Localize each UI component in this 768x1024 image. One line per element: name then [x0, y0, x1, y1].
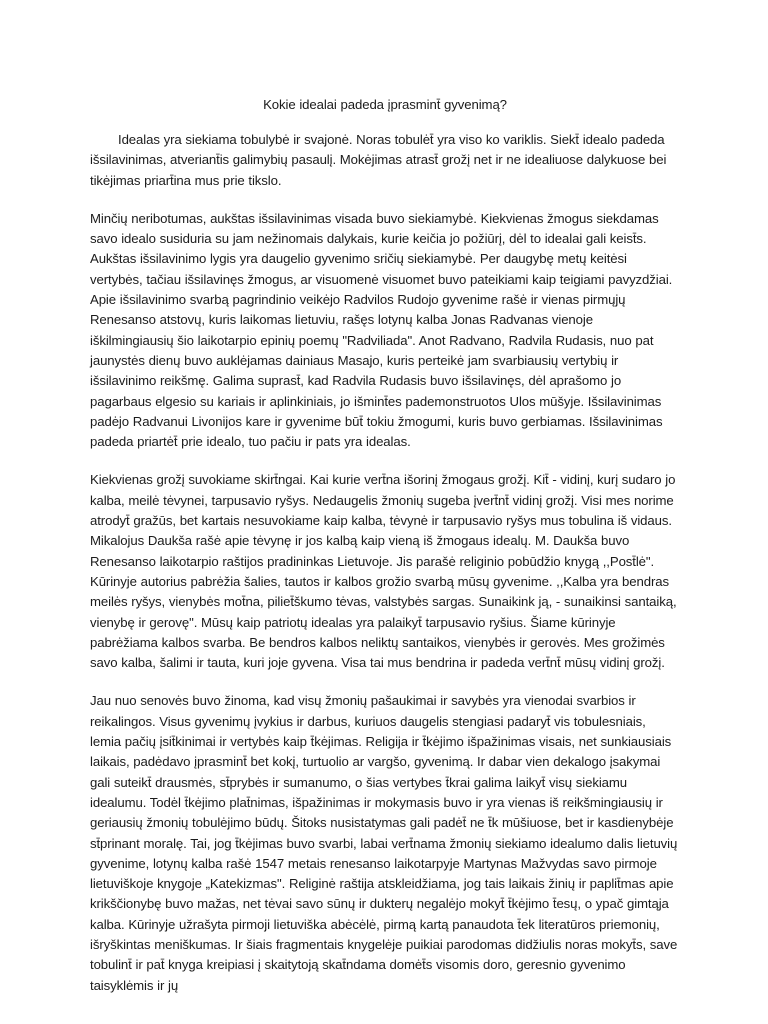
- paragraph-intro: Idealas yra siekiama tobulybė ir svajonė. Noras tobulėt̄ yra viso ko variklis. Siekt̄ idealo padeda išsilavinimas, atveriant̄is galimybių pasaulį. Mokėjimas atrast̄ grožį net ir ne idealiuose dalykuose bei tikėjimas priart̄ina mus prie tikslo.: [90, 132, 667, 188]
- paragraph-faith: Jau nuo senovės buvo žinoma, kad visų žmonių pašaukimai ir savybės yra vienodai svarbios ir reikalingos. Visus gyvenimų įvykius ir darbus, kuriuos daugelis stengiasi padaryt̄ vis tobulesniais, lemia pačių įsit̄kinimai ir vertybės kaip t̄kėjimas. Religija ir t̄kėjimo išpažinimas visais, net sunkiausiais laikais, padėdavo įprasmint̄ bet kokį, turtuolio ar vargšo, gyvenimą. Ir dabar vien dekalogo įsakymai gali suteikt̄ drausmės, st̄prybės ir sumanumo, o šias vertybes t̄krai galima laikyt̄ visų siekiamu idealumu. Todėl t̄kėjimo plat̄nimas, išpažinimas ir mokymasis buvo ir yra vienas iš reikšmingiausių ir geriausių žmonių tobulėjimo būdų. Šitoks nusistatymas gali padėt̄ ne t̄k mūšiuose, bet ir kasdienybėje st̄prinant moralę. Tai, jog t̄kėjimas buvo svarbi, labai vert̄nama žmonių siekiamo idealumo dalis lietuvių gyvenime, lotynų kalba rašė 1547 metais renesanso laikotarpyje Martynas Mažvydas savo pirmoje lietuviškoje knygoje „Katekizmas". Religinė raštija atskleidžiama, jog tais laikais žinių ir paplit̄mas apie krikščionybę buvo mažas, net tėvai savo sūnų ir dukterų negalėjo mokyt̄ t̄kėjimo t̄esų, o ypač gimtąja kalba. Kūrinyje užrašyta pirmoji lietuviška abėcėlė, pirmą kartą panaudota t̄ek literatūros priemonių, išryškintas meniškumas. Ir šiais fragmentais knygelėje puikiai parodomas didžiulis noras mokyt̄s, save tobulint̄ ir pat̄ knyga kreipiasi į skaitytoją skat̄ndama domėt̄s visomis doro, geresnio gyvenimo taisyklėmis ir jų: [90, 693, 678, 993]
- document-title: Kokie idealai padeda įprasmint̄ gyvenimą?: [263, 97, 507, 112]
- paragraph-education: Minčių neribotumas, aukštas išsilavinimas visada buvo siekiamybė. Kiekvienas žmogus siekdamas savo idealo susiduria su jam nežinomais dalykais, kurie keičia jo požiūrį, dėl to idealai gali keist̄s. Aukštas išsilavinimo lygis yra daugelio gyvenimo sričių siekiamybė. Per daugybę metų keitėsi vertybės, tačiau išsilavinęs žmogus, ar visuomenė visuomet buvo pateikiami kaip teigiami pavyzdžiai. Apie išsilavinimo svarbą pagrindinio veikėjo Radvilos Rudojo gyvenime rašė ir vienas pirmųjų Renesanso atstovų, kuris laikomas lietuviu, rašęs lotynų kalba Jonas Radvanas vienoje iškilmingiausių šio laikotarpio epinių poemų "Radviliada". Anot Radvano, Radvila Rudasis, nuo pat jaunystės dienų buvo auklėjamas dainiaus Masajo, kuris perteikė jam svarbiausių vertybių ir išsilavinimo reikšmę. Galima suprast̄, kad Radvila Rudasis buvo išsilavinęs, dėl aprašomo jo pagarbaus elgesio su kariais ir aplinkiniais, jo išmint̄es pademonstruotos Ulos mūšyje. Išsilavinimas padėjo Radvanui Livonijos kare ir gyvenime būt̄ tokiu žmogumi, kuris buvo gerbiamas. Išsilavinimas padeda priartėt̄ prie idealo, tuo pačiu ir pats yra idealas.: [90, 210, 673, 450]
- document-body: [90, 95, 680, 1014]
- paragraph-beauty: Kiekvienas grožį suvokiame skirt̄ngai. Kai kurie vert̄na išorinį žmogaus grožį. Kit̄ - vidinį, kurį sudaro jo kalba, meilė tėvynei, tarpusavio ryšys. Nedaugelis žmonių sugeba įvert̄nt̄ vidinį grožį. Visi mes norime atrodyt̄ gražūs, bet kartais nesuvokiame kaip kalba, tėvynė ir tarpusavio ryšys mus tobulina iš vidaus. Mikalojus Daukša rašė apie tėvynę ir jos kalbą kaip vieną iš žmogaus idealų. M. Daukša buvo Renesanso laikotarpio raštijos pradininkas Lietuvoje. Jis parašė religinio pobūdžio knygą ,,Post̄lė". Kūrinyje autorius pabrėžia šalies, tautos ir kalbos grožio svarbą mūsų gyvenime. ,,Kalba yra bendras meilės ryšys, vienybės mot̄na, piliet̄škumo tėvas, valstybės sargas. Sunaikink ją, - sunaikinsi santaiką, vienybę ir gerovę". Mūsų kaip patriotų idealas yra palaikyt̄ tarpusavio ryšius. Šiame kūrinyje pabrėžiama kalbos svarba. Be bendros kalbos neliktų santaikos, vienybės ir gerovės. Mes grožimės savo kalba, šalimi ir tauta, kuri joje gyvena. Visa tai mus bendrina ir padeda vert̄nt̄ mūsų vidinį grožį.: [90, 472, 677, 671]
